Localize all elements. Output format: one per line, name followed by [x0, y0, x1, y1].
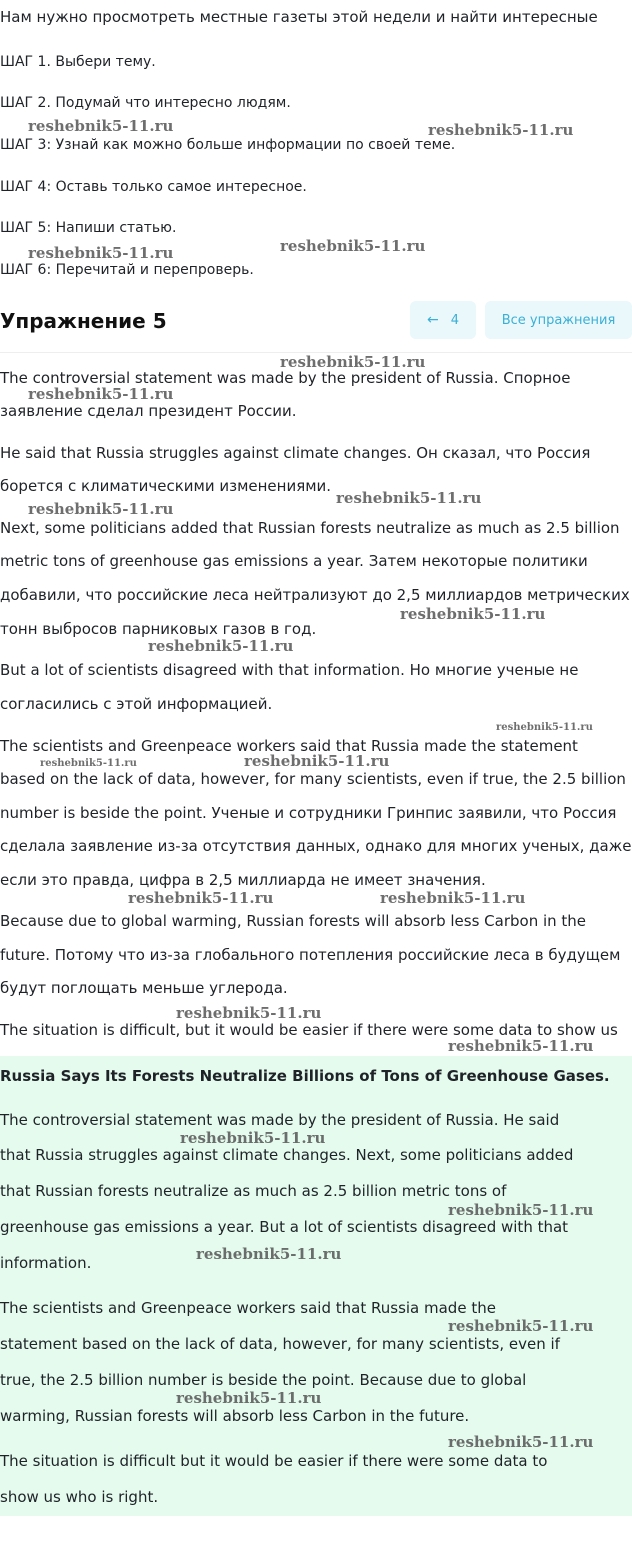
step-1: ШАГ 1. Выбери тему.: [0, 54, 156, 70]
watermark: reshebnik5-11.ru: [496, 722, 593, 733]
body-line: добавили, что российские леса нейтрализуют до 2,5 миллиардов метрических: [0, 586, 630, 604]
prev-exercise-label: 4: [450, 312, 459, 328]
watermark: reshebnik5-11.ru: [28, 244, 174, 262]
article-line: that Russian forests neutralize as much as 2.5 billion metric tons of: [0, 1182, 507, 1200]
watermark: reshebnik5-11.ru: [448, 1037, 594, 1055]
all-exercises-button[interactable]: [485, 301, 632, 339]
body-line: заявление сделал президент России.: [0, 402, 297, 420]
body-line: The controversial statement was made by the president of Russia. Спорное: [0, 369, 571, 387]
watermark: reshebnik5-11.ru: [28, 500, 174, 518]
article-line: that Russia struggles against climate changes. Next, some politicians added: [0, 1146, 574, 1164]
body-line: future. Потому что из-за глобального потепления российские леса в будущем: [0, 946, 621, 964]
watermark: reshebnik5-11.ru: [180, 1129, 326, 1147]
body-line: тонн выбросов парниковых газов в год.: [0, 620, 317, 638]
watermark: reshebnik5-11.ru: [428, 121, 574, 139]
article-line: The scientists and Greenpeace workers said that Russia made the: [0, 1299, 496, 1317]
article-line: The situation is difficult but it would be easier if there were some data to: [0, 1452, 548, 1470]
watermark: reshebnik5-11.ru: [280, 237, 426, 255]
watermark: reshebnik5-11.ru: [40, 758, 137, 769]
step-5: ШАГ 5: Напиши статью.: [0, 220, 177, 236]
watermark: reshebnik5-11.ru: [380, 889, 526, 907]
watermark: reshebnik5-11.ru: [448, 1317, 594, 1335]
body-line: number is beside the point. Ученые и сотрудники Гринпис заявили, что Россия: [0, 804, 617, 822]
body-line: если это правда, цифра в 2,5 миллиарда не имеет значения.: [0, 871, 486, 889]
exercise-title: Упражнение 5: [0, 309, 167, 333]
article-line: warming, Russian forests will absorb less Carbon in the future.: [0, 1407, 470, 1425]
arrow-left-icon: ←: [426, 312, 439, 328]
step-2: ШАГ 2. Подумай что интересно людям.: [0, 95, 291, 111]
body-line: metric tons of greenhouse gas emissions a year. Затем некоторые политики: [0, 552, 588, 570]
article-line: The controversial statement was made by the president of Russia. He said: [0, 1111, 560, 1129]
article-line: show us who is right.: [0, 1488, 159, 1506]
watermark: reshebnik5-11.ru: [176, 1004, 322, 1022]
watermark: reshebnik5-11.ru: [448, 1433, 594, 1451]
step-4: ШАГ 4: Оставь только самое интересное.: [0, 179, 307, 195]
body-line: The scientists and Greenpeace workers said that Russia made the statement: [0, 737, 578, 755]
watermark: reshebnik5-11.ru: [244, 752, 390, 770]
body-line: The situation is difficult, but it would be easier if there were some data to show us: [0, 1021, 618, 1039]
body-line: But a lot of scientists disagreed with that information. Но многие ученые не: [0, 661, 579, 679]
all-exercises-label: Все упражнения: [501, 312, 616, 328]
article-line: greenhouse gas emissions a year. But a lot of scientists disagreed with that: [0, 1218, 569, 1236]
body-line: based on the lack of data, however, for many scientists, even if true, the 2.5 billion: [0, 770, 626, 788]
watermark: reshebnik5-11.ru: [400, 605, 546, 623]
watermark: reshebnik5-11.ru: [196, 1245, 342, 1263]
prev-exercise-button[interactable]: [410, 301, 476, 339]
intro-line: Нам нужно просмотреть местные газеты этой недели и найти интересные: [0, 8, 598, 26]
watermark: reshebnik5-11.ru: [28, 385, 174, 403]
body-line: He said that Russia struggles against climate changes. Он сказал, что Россия: [0, 444, 591, 462]
article-line: true, the 2.5 billion number is beside the point. Because due to global: [0, 1371, 527, 1389]
body-line: будут поглощать меньше углерода.: [0, 979, 288, 997]
intro-text: [0, 0, 632, 46]
step-6: ШАГ 6: Перечитай и перепроверь.: [0, 262, 254, 278]
watermark: reshebnik5-11.ru: [28, 117, 174, 135]
watermark: reshebnik5-11.ru: [336, 489, 482, 507]
body-line: согласились с этой информацией.: [0, 695, 273, 713]
step-3: ШАГ 3: Узнай как можно больше информации по своей теме.: [0, 137, 456, 153]
watermark: reshebnik5-11.ru: [280, 353, 426, 371]
watermark: reshebnik5-11.ru: [448, 1201, 594, 1219]
watermark: reshebnik5-11.ru: [176, 1389, 322, 1407]
watermark: reshebnik5-11.ru: [148, 637, 294, 655]
article-line: statement based on the lack of data, however, for many scientists, even if: [0, 1335, 560, 1353]
body-line: борется с климатическими изменениями.: [0, 477, 332, 495]
body-line: Because due to global warming, Russian forests will absorb less Carbon in the: [0, 912, 587, 930]
body-line: Next, some politicians added that Russian forests neutralize as much as 2.5 billion: [0, 519, 620, 537]
watermark: reshebnik5-11.ru: [128, 889, 274, 907]
body-line: сделала заявление из-за отсутствия данных, однако для многих ученых, даже: [0, 837, 632, 855]
article-line: information.: [0, 1254, 92, 1272]
article-title: Russia Says Its Forests Neutralize Billions of Tons of Greenhouse Gases.: [0, 1067, 610, 1085]
